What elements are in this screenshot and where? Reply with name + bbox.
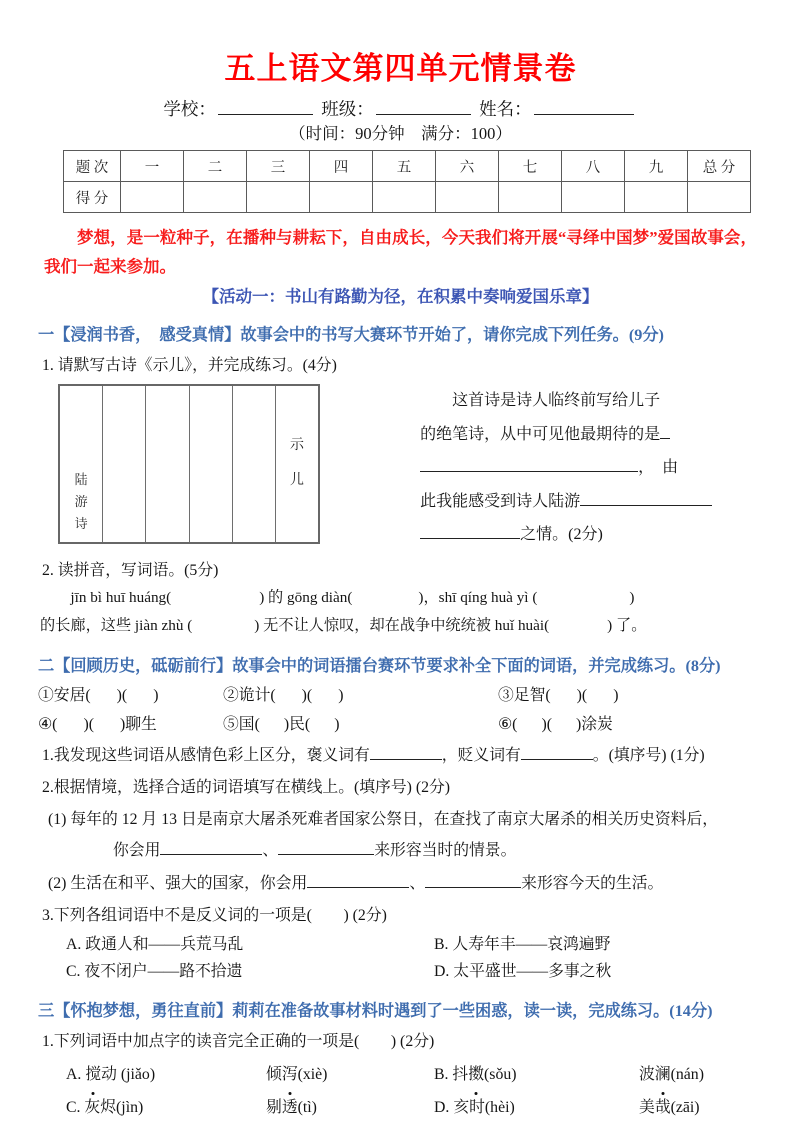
- score-row-label: 得 分: [64, 182, 121, 213]
- answer-space: [94, 728, 120, 729]
- cell: 倾泻(xiè): [266, 1058, 434, 1091]
- score-table-column-header: 九: [625, 151, 688, 182]
- answer-space: [312, 699, 338, 700]
- cell: ⑥( )( )涂炭: [498, 715, 613, 733]
- cell: D. 太平盛世——多事之秋: [434, 962, 612, 980]
- emphasized-char: 烬: [100, 1091, 116, 1121]
- question-2-3-options: [66, 931, 763, 985]
- score-cell-empty: [499, 182, 562, 213]
- question-2-2-item1: (1) 每年的 12 月 13 日是南京大屠杀死难者国家公祭日，在查找了南京大屠杀的相关历史资料后，: [48, 810, 719, 828]
- score-table-column-header: 八: [562, 151, 625, 182]
- cell: D. 亥时(hèi): [434, 1091, 639, 1121]
- answer-space: [192, 629, 254, 630]
- section-2-heading: 二【回顾历史，砥砺前行】故事会中的词语擂台赛环节要求补全下面的词语，并完成练习。(8分): [38, 656, 721, 675]
- question-2-2-item1-cont: 你会用 、 来形容当时的情景。: [113, 836, 763, 865]
- answer-space: [551, 699, 577, 700]
- score-cell-empty: [184, 182, 247, 213]
- question-2-2: 2.根据情境，选择合适的词语填写在横线上。(填序号) (2分): [42, 778, 451, 796]
- cell: 美哉(zāi): [639, 1091, 763, 1121]
- fill-in-blank: [420, 523, 520, 539]
- school-label: 学校：: [163, 99, 216, 119]
- answer-space: [310, 728, 334, 729]
- row: [66, 958, 763, 985]
- score-table-column-header: 六: [436, 151, 499, 182]
- answer-space: [352, 601, 418, 602]
- text-line: jīn bì huī huáng( ) 的 gōng diàn( )，shī qíng huà yì ( ): [40, 588, 635, 606]
- poem-title-label: 示 儿: [290, 438, 305, 488]
- fill-in-blank: [425, 872, 521, 888]
- text-line: 的长廊，这些 jiàn zhù ( ) 无不让人惊叹，却在战争中统统被 huǐ huài( ) 了。: [40, 616, 647, 634]
- class-blank: [376, 99, 471, 115]
- question-3-1: 1.下列词语中加点字的读音完全正确的一项是( ) (2分): [42, 1032, 435, 1050]
- score-cell-empty: [310, 182, 373, 213]
- answer-space: [549, 629, 607, 630]
- score-table-column-header: 四: [310, 151, 373, 182]
- answer-space: [57, 728, 83, 729]
- score-table-column-header: 七: [499, 151, 562, 182]
- fill-in-blank: [420, 456, 638, 472]
- text-line: 此我能感受到诗人陆游: [420, 485, 763, 519]
- poem-author-column: [60, 386, 102, 542]
- emphasized-char: 泻: [282, 1058, 298, 1091]
- score-table-column-header: 三: [247, 151, 310, 182]
- fill-in-blank: [278, 839, 374, 855]
- pinyin-exercise: [40, 584, 763, 640]
- cell: ③足智( )( ): [498, 686, 619, 704]
- cell: 波澜(nán): [639, 1058, 763, 1091]
- text-line: 的绝笔诗，从中可见他最期待的是: [420, 418, 763, 452]
- row: [66, 1091, 763, 1121]
- cell: A. 政通人和——兵荒马乱: [66, 935, 244, 953]
- student-info-line: [38, 97, 763, 121]
- score-table-column-header: 总 分: [688, 151, 751, 182]
- name-label: 姓名：: [479, 99, 532, 119]
- text-line: 之情。(2分): [420, 518, 763, 552]
- row: [38, 681, 763, 710]
- fill-in-blank: [307, 872, 409, 888]
- cell: A. 搅动 (jiǎo): [66, 1058, 266, 1091]
- cell: ⑤国( )民( ): [223, 715, 340, 733]
- row: [66, 931, 763, 958]
- name-blank: [534, 99, 634, 115]
- poem-empty-column: [232, 386, 275, 542]
- emphasized-char: 哉: [655, 1091, 671, 1121]
- cell: C. 灰烬(jìn): [66, 1091, 266, 1121]
- poem-block: [58, 384, 763, 552]
- fill-in-blank: [521, 744, 593, 760]
- cell: B. 抖擞(sǒu): [434, 1058, 639, 1091]
- text-line: ， 由: [420, 451, 763, 485]
- answer-space: [127, 699, 153, 700]
- emphasized-char: 亥: [453, 1091, 469, 1121]
- score-table-column-header: 一: [121, 151, 184, 182]
- class-label: 班级：: [321, 99, 374, 119]
- question-2-1: 1.我发现这些词语从感情色彩上区分，褒义词有 ，贬义词有 。(填序号) (1分): [42, 742, 763, 769]
- cell: ①安居( )( ): [38, 686, 159, 704]
- section-1-heading: 一【浸润书香， 感受真情】故事会中的书写大赛环节开始了，请你完成下列任务。(9分): [38, 326, 664, 344]
- row: [66, 1058, 763, 1091]
- score-cell-empty: [436, 182, 499, 213]
- intro-paragraph: 梦想，是一粒种子，在播种与耕耘下，自由成长，今天我们将开展“寻绎中国梦”爱国故事会，我们一起来参加。: [44, 228, 757, 276]
- text-line: 这首诗是诗人临终前写给儿子: [420, 392, 661, 409]
- question-1-1: 1. 请默写古诗《示儿》，并完成练习。(4分): [42, 357, 337, 374]
- word-completion: [38, 681, 763, 739]
- score-table-column-header: 五: [373, 151, 436, 182]
- score-table-header-label: 题 次: [64, 151, 121, 182]
- score-table-column-header: 二: [184, 151, 247, 182]
- cell: ④( )( )聊生: [38, 715, 157, 733]
- answer-space: [552, 728, 576, 729]
- score-cell-empty: [121, 182, 184, 213]
- activity-heading: 【活动一：书山有路勤为径，在积累中奏响爱国乐章】: [202, 287, 599, 306]
- answer-space: [171, 601, 259, 602]
- cell: 剔透(tì): [266, 1091, 434, 1121]
- answer-space: [517, 728, 541, 729]
- poem-author-label: 陆 游 诗: [74, 472, 88, 531]
- cell: B. 人寿年丰——哀鸿遍野: [434, 935, 611, 953]
- time-score-line: （时间：90分钟 满分：100）: [289, 124, 512, 143]
- answer-space: [91, 699, 117, 700]
- emphasized-char: 擞: [468, 1058, 484, 1091]
- emphasized-char: 剔: [266, 1091, 282, 1121]
- score-cell-empty: [247, 182, 310, 213]
- question-3-1-options: [66, 1058, 763, 1121]
- question-2-3: 3.下列各组词语中不是反义词的一项是( ) (2分): [42, 906, 387, 924]
- fill-in-blank: [160, 839, 262, 855]
- emphasized-char: 搅: [85, 1058, 101, 1091]
- score-cell-empty: [373, 182, 436, 213]
- poem-analysis: [420, 384, 763, 552]
- row: [38, 710, 763, 739]
- answer-space: [537, 601, 629, 602]
- poem-empty-column: [102, 386, 145, 542]
- fill-in-blank: [660, 423, 670, 439]
- school-blank: [218, 99, 313, 115]
- answer-space: [260, 728, 284, 729]
- score-cell-empty: [562, 182, 625, 213]
- score-table: [63, 150, 751, 213]
- paper-title: 五上语文第四单元情景卷: [224, 51, 577, 86]
- score-cell-empty: [688, 182, 751, 213]
- poem-empty-column: [145, 386, 188, 542]
- fill-in-blank: [370, 744, 442, 760]
- poem-empty-column: [189, 386, 232, 542]
- poem-writing-grid: [58, 384, 320, 544]
- answer-space: [276, 699, 302, 700]
- cell: C. 夜不闭户——路不拾遗: [66, 962, 243, 980]
- answer-space: [587, 699, 613, 700]
- question-1-2: 2. 读拼音，写词语。(5分): [42, 561, 219, 579]
- score-cell-empty: [625, 182, 688, 213]
- question-2-2-item2: (2) 生活在和平、强大的国家，你会用 、 来形容今天的生活。: [48, 870, 763, 897]
- cell: ②诡计( )( ): [223, 686, 344, 704]
- poem-title-column: [275, 386, 318, 542]
- emphasized-char: 澜: [655, 1058, 671, 1091]
- section-3-heading: 三【怀抱梦想，勇往直前】莉莉在准备故事材料时遇到了一些困惑，读一读，完成练习。(14分): [38, 1001, 713, 1020]
- fill-in-blank: [580, 490, 712, 506]
